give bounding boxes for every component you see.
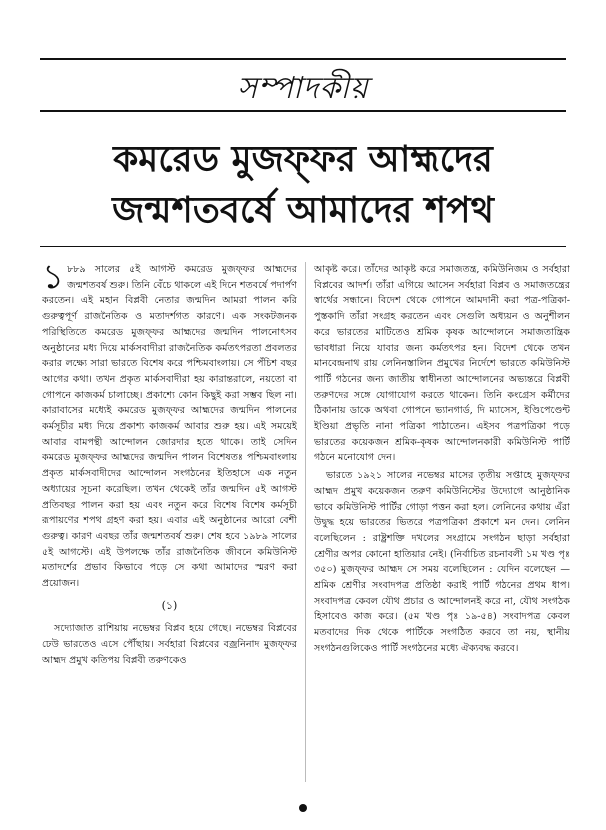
article-paragraph-2: সদ্যোজাত রাশিয়ায় নভেম্বর বিপ্লব হয়ে গেছে। নভেম্বর বিপ্লবের ঢেউ ভারতেও এসে পৌঁছায়। সর্বহারা বিপ্লবের বজ্রনিনাদ মুজফ্ফর আহ্মদ প্রমুখ কতিপয় বিপ্লবী তরুণকেও xyxy=(42,623,297,666)
article-paragraph-4: ভারতে ১৯২১ সালের নভেম্বর মাসের তৃতীয় সপ্তাহে মুজফ্ফর আহ্মদ প্রমুখ কয়েকজন তরুণ কমিউনিস্টের উদ্যোগে আনুষ্ঠানিক ভাবে কমিউনিস্ট পার্টির গোড়া পত্তন করা হল। লেনিনের কথায় এঁরা উদ্বুদ্ধ হয়ে ভারতের ভিতরে পত্রপত্রিকা প্রকাশে মন দেন। লেনিন বলেছিলেন : রাষ্ট্রশক্তি দখলের সংগ্রামে সংগঠন ছাড়া সর্বহারা শ্রেণীর অপর কোনো হাতিয়ার নেই। (নির্বাচিত রচনাবলী ১ম খণ্ড পৃঃ ৩৫০) মুজফ্ফর আহ্মদ সে সময় বলেছিলেন : যেদিন বলেছেন — শ্রমিক শ্রেণীর সংবাদপত্র প্রতিষ্ঠা করাই পার্টি গঠনের প্রথম ধাপ। সংবাদপত্র কেবল যৌথ প্রচার ও আন্দোলনই করে না, যৌথ সংগঠক হিসাবেও কাজ করে। (৫ম খণ্ড পৃঃ ১৯-৫৪) সংবাদপত্র কেবল মতবাদের দিক থেকে পার্টিকে সংগঠিত করবে তা নয়, স্থানীয় সংগঠনগুলিকেও পার্টি সংগঠনের মধ্যে ঐক্যবদ্ধ করবে। xyxy=(314,470,570,654)
page-marker-dot xyxy=(299,804,307,812)
dropcap: ১ xyxy=(42,262,65,297)
header-rule-bottom xyxy=(40,110,566,112)
section-number: (১) xyxy=(161,598,178,612)
article-column-right xyxy=(314,262,570,792)
section-label: সম্পাদকীয় xyxy=(237,71,369,106)
headline-line-1: কমরেড মুজফ্ফর আহ্মদের xyxy=(113,139,493,180)
column-divider xyxy=(305,262,306,782)
article-paragraph-3: আকৃষ্ট করে। তাঁদের আকৃষ্ট করে সমাজতন্ত্র, কমিউনিজম ও সর্বহারা বিপ্লবের আদর্শ। তাঁরা এগিয়ে আসেন সর্বহারা বিপ্লব ও সমাজতন্ত্রের স্বার্থের সন্ধানে। বিদেশ থেকে গোপনে আমদানী করা পত্র-পত্রিকা-পুস্তকাদি তাঁরা সংগ্রহ করতেন এবং সেগুলি অধ্যয়ন ও অনুশীলন করে ভারতের মাটিতেও শ্রমিক কৃষক আন্দোলনে সমাজতান্ত্রিক ভাবধারা নিয়ে যাবার জন্য কর্মতৎপর হন। বিদেশ থেকে তখন মানবেন্দ্রনাথ রায় লেনিনস্তালিন প্রমুখের নির্দেশে ভারতে কমিউনিস্ট পার্টি গঠনের জন্য জাতীয় স্বাধীনতা আন্দোলনের অভ্যন্তরে বিপ্লবী তরুণদের সঙ্গে যোগাযোগ করতে থাকেন। তিনি কংগ্রেস কর্মীদের ঠিকানায় ডাকে অথবা গোপনে ভ্যানগার্ড, দি ম্যাসেস, ইণ্ডিপেণ্ডেন্ট ইণ্ডিয়া প্রভৃতি নানা পত্রিকা পাঠাতেন। এইসব পত্রপত্রিকা পড়ে ভারতের কয়েকজন শ্রমিক-কৃষক আন্দোলনকারী কমিউনিস্ট পার্টি গঠনে মনোযোগ দেন। xyxy=(314,264,570,464)
header-rule-top xyxy=(40,58,566,60)
headline-line-2: জন্মশতবর্ষে আমাদের শপথ xyxy=(112,190,494,231)
article-column-left xyxy=(42,262,297,792)
headline-rule xyxy=(40,246,566,247)
article-paragraph-1 xyxy=(42,262,297,592)
article-paragraph-1-text: ৮৮৯ সালের ৫ই আগস্ট কমরেড মুজফ্ফর আহ্মদের জন্মশতবর্ষ শুরু। তিনি বেঁচে থাকলে এই দিনে শতবর্ষে পদার্পণ করতেন। এই মহান বিপ্লবী নেতার জন্মদিন আমরা পালন করি গুরুত্বপূর্ণ রাজনৈতিক ও মতাদর্শগত কারণে। এক সংকটজনক পরিস্থিতিতে কমরেড মুজফ্ফর আহ্মদের জন্মদিন পালনোৎসব অনুষ্ঠানের মধ্য দিয়ে মার্কসবাদীরা রাজনৈতিক কর্মতৎপরতা প্রবলতর করার লক্ষ্যে সারা ভারতে বিশেষ করে পশ্চিমবাংলায়। সে পঁচিশ বছর আগের কথা। তখন প্রকৃত মার্কসবাদীরা হয় কারান্তরালে, নয়তো বা গোপনে কাজকর্ম চালাচ্ছে। প্রকাশ্যে কোন কিছুই করা সম্ভব ছিল না। কারাবাসের মধ্যেই কমরেড মুজফ্ফর আহ্মদের জন্মদিন পালনের কর্মসূচীর মধ্য দিয়ে প্রকাশ্য কাজকর্ম আবার শুরু হয়। এই সময়েই আবার বামপন্থী আন্দোলন জোরদার হতে থাকে। তাই সেদিন কমরেড মুজফ্ফর আহ্মদের জন্মদিন পালন বিশেষতঃ পশ্চিমবাংলায় প্রকৃত মার্কসবাদীদের আন্দোলন সংগঠনের ইতিহাসে এক নতুন অধ্যায়ের সূচনা করেছিল। তখন থেকেই তাঁর জন্মদিন ৫ই আগস্ট প্রতিবছর পালন করা হয় এবং নতুন করে বিশেষ বিশেষ কর্মসূচী রূপায়ণের শপথ গ্রহণ করা হয়। এবার এই অনুষ্ঠানের আরো বেশী গুরুত্ব। কারণ এবছর তাঁর জন্মশতবর্ষ শুরু। শেষ হবে ১৯৮৯ সালের ৫ই আগস্টে। এই উপলক্ষে তাঁর রাজনৈতিক জীবনে কমিউনিস্ট মতাদর্শের প্রভাব কিভাবে পড়ে সে কথা আমাদের স্মরণ করা প্রয়োজন। xyxy=(42,264,297,590)
